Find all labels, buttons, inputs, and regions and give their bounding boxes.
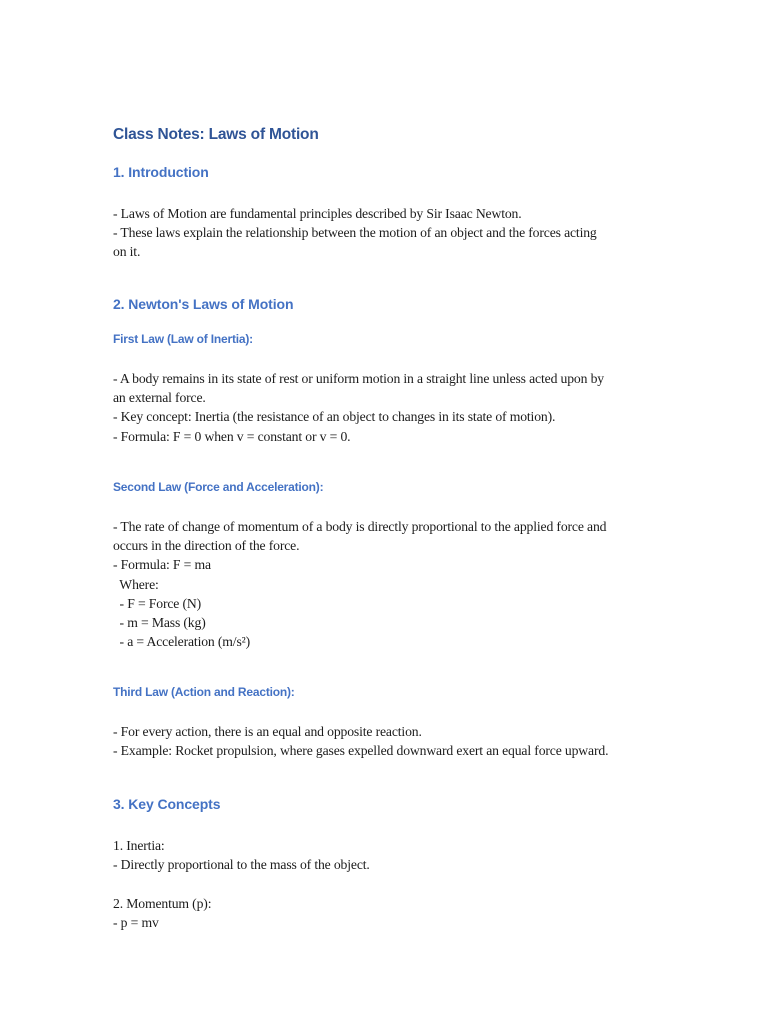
text-line: - Key concept: Inertia (the resistance of an object to changes in its state of motion). — [113, 409, 556, 425]
subheading-first-law: First Law (Law of Inertia): — [113, 332, 253, 346]
subheading-third-law: Third Law (Action and Reaction): — [113, 685, 295, 699]
text-line: Where: — [113, 576, 159, 592]
text-line: - Directly proportional to the mass of the object. — [113, 857, 370, 873]
text-line: - F = Force (N) — [113, 595, 202, 611]
text-line: - For every action, there is an equal and opposite reaction. — [113, 724, 422, 739]
text-line: occurs in the direction of the force. — [113, 538, 300, 554]
momentum-paragraph — [113, 894, 211, 932]
text-line: - A body remains in its state of rest or uniform motion in a straight line unless acted upon by — [113, 371, 604, 386]
text-line: 1. Inertia: — [113, 838, 165, 853]
subheading-second-law: Second Law (Force and Acceleration): — [113, 480, 324, 494]
text-line: - Formula: F = ma — [113, 557, 211, 573]
text-line: - m = Mass (kg) — [113, 615, 206, 631]
section-heading-newtons-laws: 2. Newton's Laws of Motion — [113, 296, 294, 312]
text-line: - Example: Rocket propulsion, where gases expelled downward exert an equal force upward. — [113, 743, 609, 759]
text-line: - p = mv — [113, 915, 159, 931]
text-line: - a = Acceleration (m/s²) — [113, 634, 250, 650]
inertia-paragraph — [113, 836, 370, 874]
text-line: an external force. — [113, 390, 206, 406]
text-line: 2. Momentum (p): — [113, 896, 212, 911]
first-law-paragraph — [113, 369, 604, 446]
section-heading-key-concepts: 3. Key Concepts — [113, 796, 221, 812]
page-title: Class Notes: Laws of Motion — [113, 126, 319, 143]
text-line: - Laws of Motion are fundamental principles described by Sir Isaac Newton. — [113, 206, 522, 221]
second-law-paragraph — [113, 517, 606, 651]
introduction-paragraph — [113, 204, 597, 262]
text-line: - The rate of change of momentum of a body is directly proportional to the applied force and — [113, 519, 607, 534]
text-line: - These laws explain the relationship between the motion of an object and the forces acting — [113, 225, 597, 241]
third-law-paragraph — [113, 722, 608, 760]
section-heading-introduction: 1. Introduction — [113, 164, 209, 180]
text-line: on it. — [113, 244, 141, 260]
text-line: - Formula: F = 0 when v = constant or v = 0. — [113, 428, 351, 444]
